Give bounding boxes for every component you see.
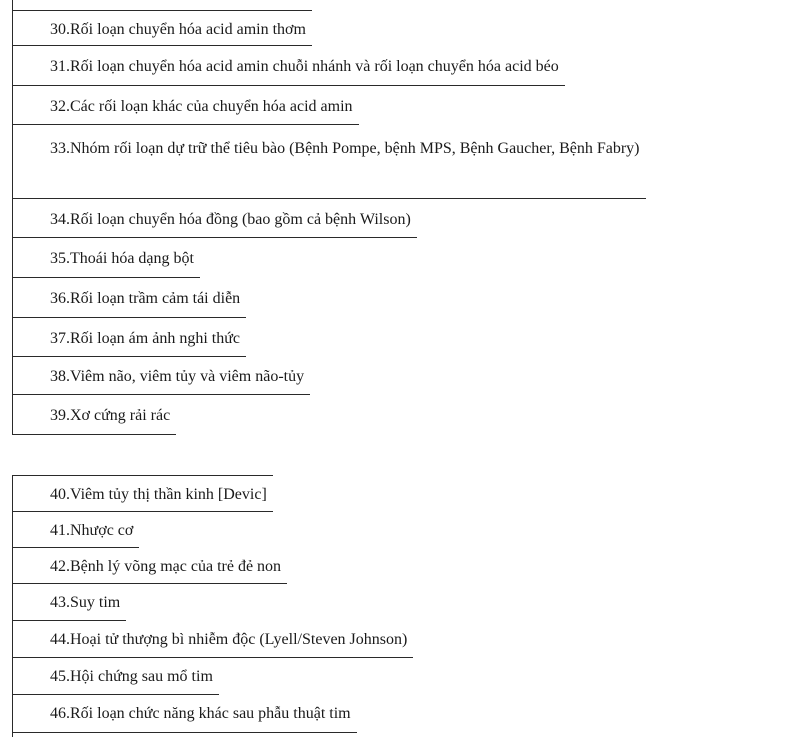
list-item: 40.Viêm tủy thị thần kinh [Devic] — [50, 486, 267, 503]
list-item: 35.Thoái hóa dạng bột — [50, 250, 194, 267]
table-row — [13, 658, 219, 695]
table-row — [13, 695, 357, 733]
list-item: 33.Nhóm rối loạn dự trữ thể tiêu bào (Bệnh Pompe, bệnh MPS, Bệnh Gaucher, Bệnh Fabry) — [50, 140, 640, 157]
table-block-1 — [12, 0, 745, 435]
table-row — [13, 318, 246, 357]
table-block-2 — [12, 475, 745, 737]
table-row — [13, 475, 273, 512]
list-item: 34.Rối loạn chuyển hóa đồng (bao gồm cả bệnh Wilson) — [50, 211, 411, 228]
list-item: 36.Rối loạn trầm cảm tái diễn — [50, 290, 241, 307]
table-row — [13, 548, 287, 584]
table-row — [13, 584, 126, 621]
table-row — [13, 238, 200, 278]
list-item: 41.Nhược cơ — [50, 522, 134, 539]
list-item: 39.Xơ cứng rải rác — [50, 407, 171, 424]
list-item: 37.Rối loạn ám ảnh nghi thức — [50, 330, 240, 347]
table-row — [13, 86, 359, 125]
table-row — [13, 357, 310, 395]
table-row — [13, 278, 246, 318]
list-item: 32.Các rối loạn khác của chuyển hóa acid amin — [50, 98, 353, 115]
list-item: 38.Viêm não, viêm tủy và viêm não-tủy — [50, 368, 305, 385]
list-item: 46.Rối loạn chức năng khác sau phẫu thuật tim — [50, 705, 351, 722]
table-row — [13, 199, 417, 238]
table-row — [13, 46, 565, 86]
list-item: 30.Rối loạn chuyển hóa acid amin thơm — [50, 21, 306, 38]
table-row — [13, 512, 139, 548]
list-item: 44.Hoại tử thượng bì nhiễm độc (Lyell/Steven Johnson) — [50, 631, 408, 648]
table-row — [13, 395, 176, 435]
table-row — [13, 10, 312, 46]
list-item: 42.Bệnh lý võng mạc của trẻ đẻ non — [50, 558, 282, 575]
list-item: 45.Hội chứng sau mổ tim — [50, 668, 213, 685]
list-item: 43.Suy tim — [50, 594, 121, 611]
table-row — [13, 621, 413, 658]
list-item: 31.Rối loạn chuyển hóa acid amin chuỗi nhánh và rối loạn chuyển hóa acid béo — [50, 58, 559, 75]
table-row — [13, 125, 646, 199]
